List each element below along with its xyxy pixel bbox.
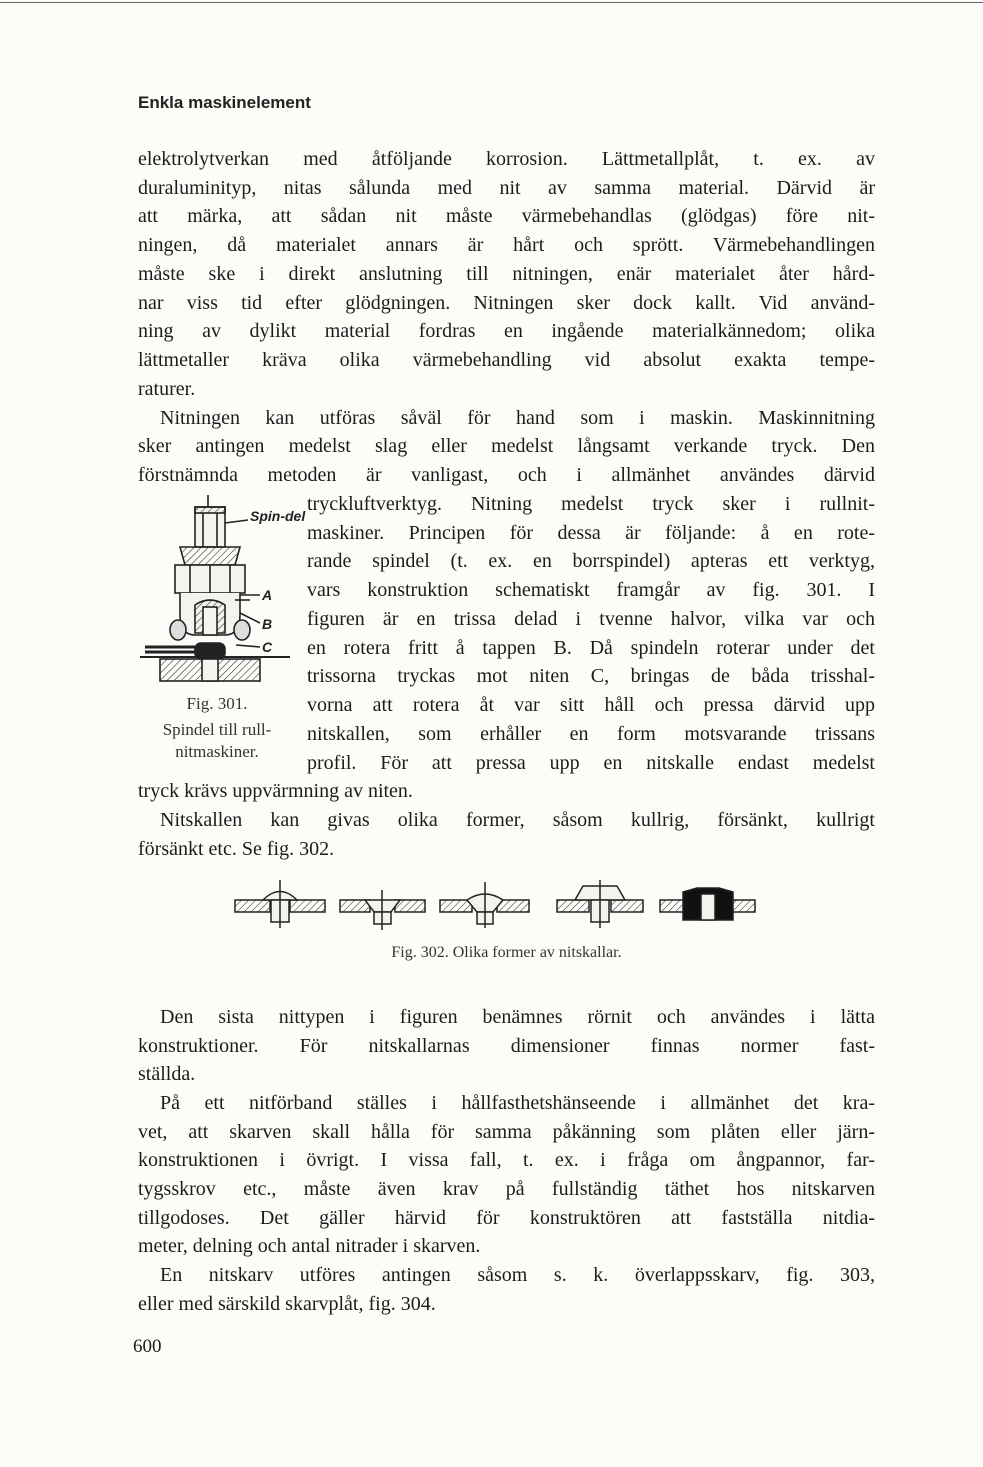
- fig302-caption: Fig. 302. Olika former av nitskallar.: [391, 944, 622, 961]
- fig301-caption-line: nitmaskiner.: [175, 742, 259, 761]
- text-line: nitskallen, som erhåller en form motsvarande trissans: [307, 723, 875, 745]
- text-line: Nitskallen kan givas olika former, såsom kullrig, försänkt, kullrigt: [160, 809, 875, 831]
- text-line: ning av dylikt material fordras en ingående materialkännedom; olika: [138, 320, 875, 342]
- text-line: trissorna tryckas mot niten C, bringas de båda trisshal-: [307, 665, 875, 687]
- text-line: maskiner. Principen för dessa är följande: å en rote-: [307, 522, 875, 544]
- text-line: profil. För att pressa upp en nitskalle endast medelst: [307, 752, 875, 774]
- text-line: vet, att skarven skall hålla för samma påkänning som plåten eller järn-: [138, 1121, 875, 1143]
- text-line: ställda.: [138, 1063, 196, 1085]
- text-line: vars konstruktion schematiskt framgår av fig. 301. I: [307, 579, 875, 601]
- label-b: B: [262, 616, 273, 632]
- fig301-spindle-drawing: [140, 495, 306, 690]
- label-c: C: [262, 639, 273, 655]
- running-header: Enkla maskinelement: [138, 93, 311, 112]
- text-line: tygsskrov etc., måste även krav på fullständig täthet hos nitskarven: [138, 1178, 875, 1200]
- text-line: elektrolytverkan med åtföljande korrosion. Lättmetallplåt, t. ex. av: [138, 148, 875, 170]
- page-number: 600: [133, 1336, 162, 1357]
- fig301-caption-line: Spindel till rull-: [162, 720, 272, 739]
- fig301-caption-title: Fig. 301.: [186, 694, 248, 713]
- text-line: konstruktionen i övrigt. I vissa fall, t. ex. i fråga om ångpannor, far-: [138, 1149, 875, 1171]
- text-line: att märka, att sådan nit måste värmebehandlas (glödgas) före nit-: [138, 205, 875, 227]
- text-line: försänkt etc. Se fig. 302.: [138, 838, 335, 860]
- text-line: konstruktioner. För nitskallarnas dimensioner finnas normer fast-: [138, 1035, 875, 1057]
- top-rule: [0, 2, 983, 3]
- text-line: Nitningen kan utföras såväl för hand som i maskin. Maskinnitning: [160, 407, 875, 429]
- text-line: lättmetaller kräva olika värmebehandling vid absolut exakta tempe-: [138, 349, 875, 371]
- text-line: På ett nitförband ställes i hållfasthetshänseende i allmänhet det kra-: [160, 1092, 875, 1114]
- text-line: meter, delning och antal nitrader i skarven.: [138, 1235, 481, 1257]
- text-line: nar viss tid efter glödgningen. Nitningen sker dock kallt. Vid använd-: [138, 292, 875, 314]
- text-line: raturer.: [138, 378, 196, 400]
- fig302-rivet-heads: [235, 878, 765, 938]
- text-line: duraluminityp, nitas sålunda med nit av samma material. Därvid är: [138, 177, 875, 199]
- text-line: ningen, då materialet annars är hårt och sprött. Värmebehandlingen: [138, 234, 875, 256]
- text-line: sker antingen medelst slag eller medelst långsamt verkande tryck. Den: [138, 435, 875, 457]
- text-line: Den sista nittypen i figuren benämnes rörnit och användes i lätta: [160, 1006, 875, 1028]
- text-line: en rotera fritt å tappen B. Då spindeln roterar under det: [307, 637, 875, 659]
- text-line: figuren är en trissa delad i tvenne halvor, vilka var och: [307, 608, 875, 630]
- text-line: tryckluftverktyg. Nitning medelst tryck sker i rullnit-: [307, 493, 875, 515]
- text-line: måste ske i direkt anslutning till nitningen, enär materialet åter hård-: [138, 263, 875, 285]
- text-line: rande spindel (t. ex. en borrspindel) apteras ett verktyg,: [307, 550, 875, 572]
- text-line: En nitskarv utföres antingen såsom s. k. överlappsskarv, fig. 303,: [160, 1264, 875, 1286]
- text-line: förstnämnda metoden är vanligast, och i allmänhet användes därvid: [138, 464, 875, 486]
- text-line: eller med särskild skarvplåt, fig. 304.: [138, 1293, 436, 1315]
- text-line: tryck krävs uppvärmning av niten.: [138, 780, 413, 802]
- text-line: tillgodoses. Det gäller härvid för konstruktören att fastställa nitdia-: [138, 1207, 875, 1229]
- label-spindel: Spin-del: [250, 508, 306, 524]
- text-line: vorna att rotera åt var sitt håll och pressa därvid upp: [307, 694, 875, 716]
- label-a: A: [262, 587, 273, 603]
